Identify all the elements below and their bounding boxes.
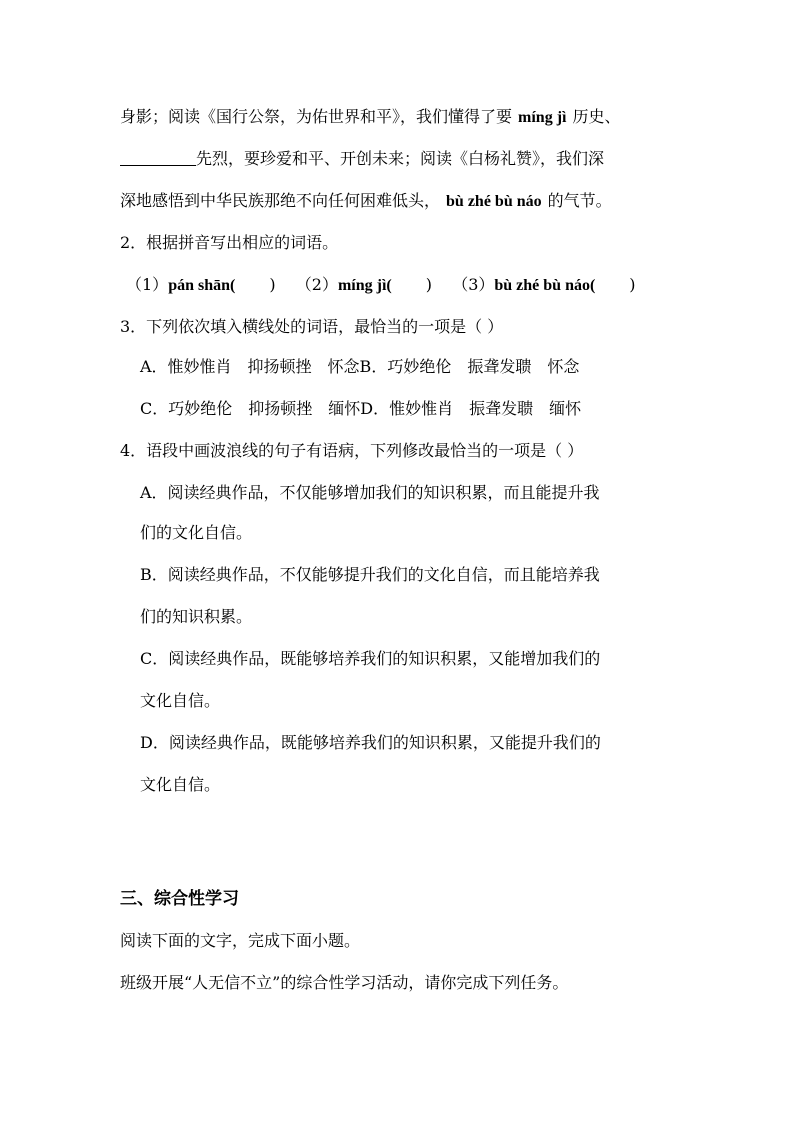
passage-text: 的气节。 [547,191,612,210]
passage-line-2 [120,148,604,170]
fill-blank [120,149,196,166]
q2-item-pinyin: bù zhé bù náo( [494,277,596,294]
passage-line-3 [120,190,612,213]
q2-item-pinyin: pán shān( [168,277,236,294]
q4-option-c-line-1: C．阅读经典作品，既能够培养我们的知识积累，又能增加我们的 [140,649,601,668]
section-intro: 阅读下面的文字，完成下面小题。 [120,931,361,950]
q2-item-number: （1） [126,275,169,294]
q2-item-close: ) [629,275,636,294]
q4-option-c-line-2: 文化自信。 [140,691,221,710]
passage-text: 深地感悟到中华民族那绝不向任何困难低头， [120,191,441,210]
q2-item-number: （2） [295,275,338,294]
q3-options-row-2: C．巧妙绝伦 抑扬顿挫 缅怀D．惟妙惟肖 振聋发聩 缅怀 [140,399,582,418]
section-task: 班级开展“人无信不立”的综合性学习活动，请你完成下列任务。 [120,973,569,992]
q4-option-a-line-2: 们的文化自信。 [140,523,253,542]
q2-item-close: ) [425,275,432,294]
q2-items [126,274,636,297]
passage-text: 历史、 [572,107,621,126]
section-heading: 三、综合性学习 [120,889,239,909]
q2-title: 2．根据拼音写出相应的词语。 [120,233,339,252]
pinyin-text: míng jì [518,109,567,126]
q2-item-close: ) [269,275,276,294]
pinyin-text: bù zhé bù náo [446,193,542,210]
q4-option-b-line-2: 们的知识积累。 [140,607,253,626]
q3-options-row-1: A．惟妙惟肖 抑扬顿挫 怀念B．巧妙绝伦 振聋发聩 怀念 [140,357,580,376]
q4-option-a-line-1: A．阅读经典作品，不仅能够增加我们的知识积累，而且能提升我 [140,483,600,502]
q4-title: 4．语段中画波浪线的句子有语病，下列修改最恰当的一项是（ ） [120,441,584,460]
q2-item-pinyin: míng jì( [337,277,392,294]
q2-item-number: （3） [452,275,495,294]
q4-option-d-line-1: D．阅读经典作品，既能够培养我们的知识积累，又能提升我们的 [140,733,601,752]
q4-option-d-line-2: 文化自信。 [140,775,221,794]
passage-text: 身影；阅读《国行公祭，为佑世界和平》，我们懂得了要 [120,107,513,126]
q4-option-b-line-1: B．阅读经典作品，不仅能够提升我们的文化自信，而且能培养我 [140,565,600,584]
q3-title: 3．下列依次填入横线处的词语，最恰当的一项是（ ） [120,317,504,336]
passage-line-1 [120,106,620,129]
passage-text: 先烈，要珍爱和平、开创未来；阅读《白杨礼赞》，我们深 [196,149,605,168]
